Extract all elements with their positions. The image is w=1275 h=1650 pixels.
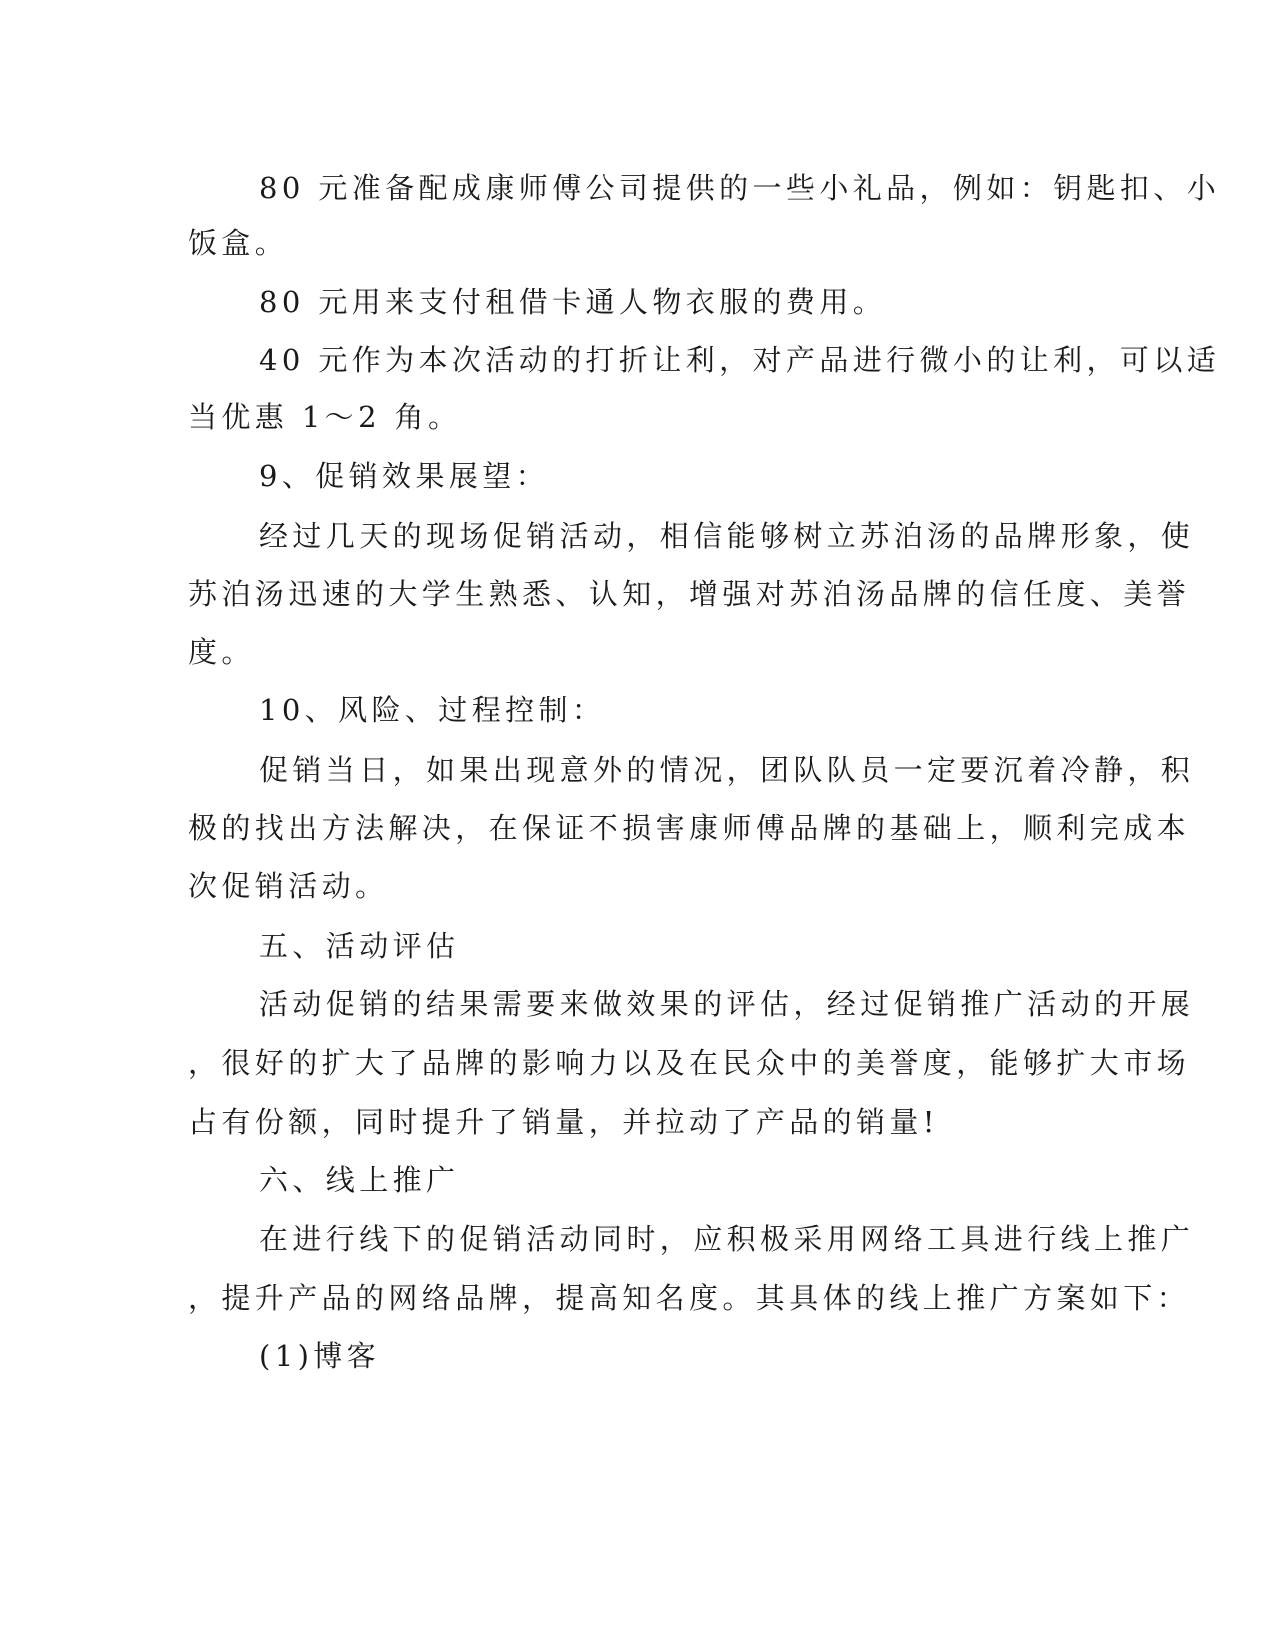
paragraph-line: 在进行线下的促销活动同时，应积极采用网络工具进行线上推广	[259, 1222, 1195, 1256]
section-heading: (1)博客	[259, 1339, 381, 1373]
paragraph-line: 饭盒。	[188, 226, 289, 260]
paragraph-line: 苏泊汤迅速的大学生熟悉、认知，增强对苏泊汤品牌的信任度、美誉	[188, 577, 1191, 611]
paragraph-line: 当优惠 1～2 角。	[188, 400, 462, 434]
paragraph-line: 促销当日，如果出现意外的情况，团队队员一定要沉着冷静，积	[259, 753, 1195, 787]
paragraph-line: 80 元用来支付租借卡通人物衣服的费用。	[259, 285, 887, 319]
section-heading: 10、风险、过程控制：	[259, 693, 606, 727]
paragraph-line: 次促销活动。	[188, 869, 389, 903]
paragraph-line: 占有份额，同时提升了销量，并拉动了产品的销量!	[188, 1105, 939, 1139]
paragraph-line: 40 元作为本次活动的打折让利，对产品进行微小的让利，可以适	[259, 343, 1221, 377]
paragraph-line: 经过几天的现场促销活动，相信能够树立苏泊汤的品牌形象，使	[259, 519, 1195, 553]
paragraph-line: 活动促销的结果需要来做效果的评估，经过促销推广活动的开展	[259, 987, 1195, 1021]
paragraph-line: ，很好的扩大了品牌的影响力以及在民众中的美誉度，能够扩大市场	[188, 1046, 1191, 1080]
paragraph-line: 80 元准备配成康师傅公司提供的一些小礼品，例如：钥匙扣、小	[259, 171, 1221, 205]
paragraph-line: ，提升产品的网络品牌，提高知名度。其具体的线上推广方案如下：	[188, 1281, 1191, 1315]
paragraph-line: 度。	[188, 635, 255, 669]
paragraph-line: 极的找出方法解决，在保证不损害康师傅品牌的基础上，顺利完成本	[188, 811, 1191, 845]
section-heading: 六、线上推广	[259, 1163, 460, 1197]
section-heading: 9、促销效果展望：	[259, 459, 550, 493]
section-heading: 五、活动评估	[259, 929, 460, 963]
